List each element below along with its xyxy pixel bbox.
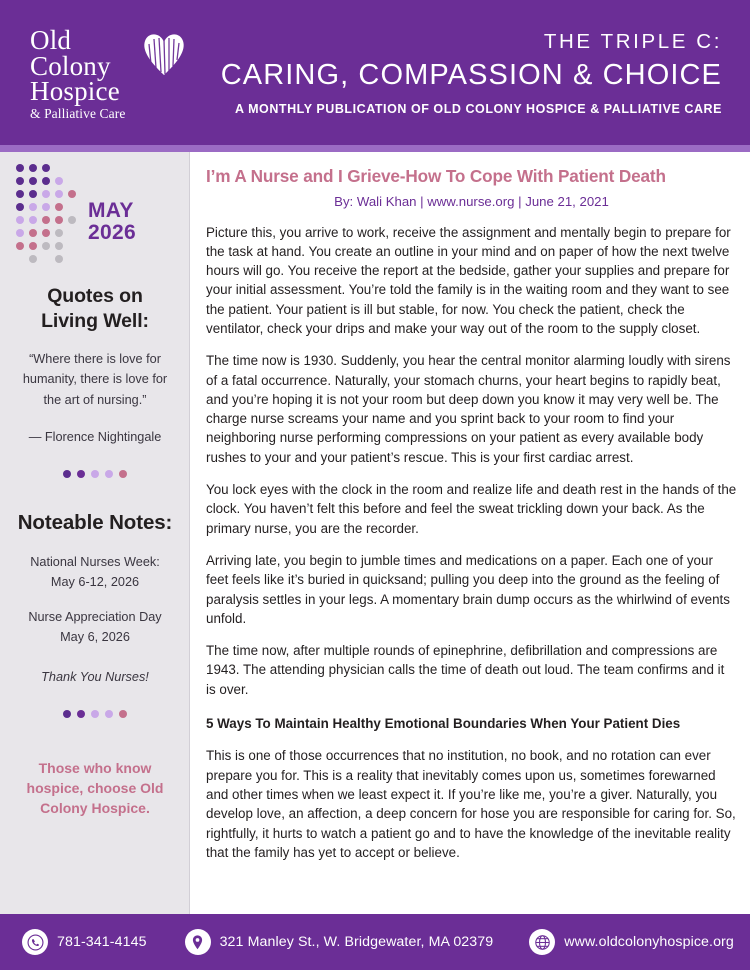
quote-text: “Where there is love for humanity, there is love for the art of nursing.” xyxy=(22,351,168,407)
note-item-1 xyxy=(30,553,160,592)
matrix-dot xyxy=(68,164,76,172)
divider-dot xyxy=(105,710,113,718)
article-paragraph: The time now, after multiple rounds of epinephrine, defibrillation and compressions are 1943. The attending physician calls the time of death out loud. The team confirms and it is over. xyxy=(206,643,725,697)
matrix-dot xyxy=(68,190,76,198)
issue-month: MAY xyxy=(88,198,134,222)
matrix-dot xyxy=(29,203,37,211)
quotes-heading-line-1: Quotes on xyxy=(47,285,143,307)
matrix-dot xyxy=(16,190,24,198)
footer xyxy=(0,914,750,970)
article-title: I’m A Nurse and I Grieve-How To Cope With Patient Death xyxy=(206,166,666,186)
matrix-dot xyxy=(16,203,24,211)
footer-website-text: www.oldcolonyhospice.org xyxy=(564,934,734,950)
dot-divider-top xyxy=(63,470,127,478)
note-item-2 xyxy=(28,608,161,647)
logo-wordmark xyxy=(30,24,125,122)
masthead-title: CARING, COMPASSION & CHOICE xyxy=(220,58,722,91)
header-accent-bar xyxy=(0,145,750,152)
organization-tagline: Those who know hospice, choose Old Colony Hospice. xyxy=(26,759,164,817)
article-paragraph: You lock eyes with the clock in the room and realize life and death rest in the hands of the clock. You haven’t felt this before and feel the sweat trickling down your back. As the primary nurse, you are the recorder. xyxy=(206,482,737,536)
divider-dot xyxy=(63,710,71,718)
note-1-line-2: May 6-12, 2026 xyxy=(50,574,140,589)
matrix-dot xyxy=(16,229,24,237)
masthead xyxy=(0,0,750,145)
matrix-dot xyxy=(29,216,37,224)
divider-dot xyxy=(77,470,85,478)
article-paragraph: Picture this, you arrive to work, receive the assignment and mentally begin to prepare for the task at hand. You create an outline in your mind and on paper of how the next twelve hours will go. You receive the report at the bedside, gather your supplies and prepare for your initial assessment. You’re told the family is in the waiting room and they want to see the patient. Your patient is ill but stable, for now. You check the patient, check the ventilator, check your drips and make your way out of the room to the supply closet. xyxy=(206,224,731,336)
footer-address-text: 321 Manley St., W. Bridgewater, MA 02379 xyxy=(219,934,494,950)
divider-dot xyxy=(77,710,85,718)
body-area xyxy=(0,152,750,914)
location-pin-icon xyxy=(185,929,211,955)
logo-line-4: & Palliative Care xyxy=(30,106,126,122)
phone-icon xyxy=(22,929,48,955)
divider-dot xyxy=(63,470,71,478)
note-1-line-1: National Nurses Week: xyxy=(30,555,160,570)
note-2-line-2: May 6, 2026 xyxy=(60,630,130,645)
matrix-dot xyxy=(29,177,37,185)
matrix-dot xyxy=(68,229,76,237)
matrix-dot xyxy=(68,216,76,224)
matrix-dot xyxy=(68,255,76,263)
matrix-dot xyxy=(29,255,37,263)
matrix-dot xyxy=(68,177,76,185)
heart-brushstroke-icon xyxy=(138,30,190,80)
matrix-dot xyxy=(16,255,24,263)
matrix-dot xyxy=(55,229,63,237)
matrix-dot xyxy=(29,190,37,198)
logo-line-1: Old xyxy=(30,24,72,55)
masthead-subtitle: A MONTHLY PUBLICATION OF OLD COLONY HOSPICE & PALLIATIVE CARE xyxy=(234,101,722,116)
divider-dot xyxy=(105,470,113,478)
divider-dot xyxy=(119,710,127,718)
matrix-dot xyxy=(16,177,24,185)
matrix-dot xyxy=(42,203,50,211)
divider-dot xyxy=(91,470,99,478)
globe-icon xyxy=(529,929,555,955)
matrix-dot xyxy=(16,216,24,224)
article-paragraph: Arriving late, you begin to jumble times and medications on a paper. Each one of your feet feels like it’s buried in quicksand; pulling you deep into the ground as the feeling of paralysis settles in your legs. A momentary brain dump occurs as the whirlwind of events unfold. xyxy=(206,552,730,626)
matrix-dot xyxy=(29,242,37,250)
matrix-dot xyxy=(68,203,76,211)
matrix-dot xyxy=(29,164,37,172)
matrix-dot xyxy=(42,164,50,172)
organization-logo xyxy=(30,24,200,122)
article-paragraph: The time now is 1930. Suddenly, you hear the central monitor alarming loudly with sirens of a fatal occurrence. Naturally, your stomach churns, your heart begins to rapidly beat, and you’re hoping it is not your room but deep down you know it may very well be. The charge nurse screams your name and you sprint back to your room to find your neighboring nurse performing compressions on your patient as every available body rushes to your and your patient’s rescue. This is your first cardiac arrest. xyxy=(206,353,731,465)
footer-phone-text: 781-341-4145 xyxy=(57,934,147,950)
matrix-dot xyxy=(55,190,63,198)
matrix-dot xyxy=(55,203,63,211)
logo-line-3: Hospice xyxy=(30,76,120,107)
article-byline: By: Wali Khan | www.nurse.org | June 21, 2021 xyxy=(334,193,609,209)
matrix-dot xyxy=(55,255,63,263)
logo-line-2: Colony xyxy=(30,50,111,81)
matrix-dot xyxy=(42,190,50,198)
matrix-dot xyxy=(42,216,50,224)
divider-dot xyxy=(119,470,127,478)
issue-date-block xyxy=(12,164,178,266)
matrix-dot xyxy=(42,242,50,250)
quote-attribution: — Florence Nightingale xyxy=(28,430,162,445)
footer-website[interactable] xyxy=(529,929,734,955)
footer-address[interactable] xyxy=(185,929,494,955)
matrix-dot xyxy=(55,216,63,224)
issue-year: 2026 xyxy=(88,221,136,244)
matrix-dot xyxy=(55,177,63,185)
matrix-dot xyxy=(68,242,76,250)
article-closing-paragraph: This is one of those occurrences that no institution, no book, and no rotation can ever prepare you for. This is a reality that inevitably comes upon us, sometimes forewarned and other times when we least expect it. If you’re like me, you’re a giver. Naturally, you develop love, an affection, a deep concern for hose you are responsible for caring for. So, rightfully, it hurts to watch a patient go and to have the knowledge of the inevitable reality that the family has yet to accept or believe. xyxy=(206,748,736,860)
masthead-kicker: THE TRIPLE C: xyxy=(543,30,722,54)
thank-you-nurses-text: Thank You Nurses! xyxy=(41,669,149,684)
sidebar xyxy=(0,152,190,914)
dot-divider-bottom xyxy=(63,710,127,718)
note-2-line-1: Nurse Appreciation Day xyxy=(28,610,162,625)
matrix-dot xyxy=(16,242,24,250)
matrix-dot xyxy=(42,229,50,237)
quotes-heading-line-2: Living Well: xyxy=(41,310,149,333)
matrix-dot xyxy=(16,164,24,172)
matrix-dot xyxy=(29,229,37,237)
noteable-notes-heading: Noteable Notes: xyxy=(17,511,173,535)
article-subheading: 5 Ways To Maintain Healthy Emotional Boundaries When Your Patient Dies xyxy=(206,716,681,732)
matrix-dot xyxy=(42,177,50,185)
quotes-heading xyxy=(41,284,149,335)
article xyxy=(190,152,750,914)
issue-month-year xyxy=(88,200,136,244)
matrix-dot xyxy=(55,242,63,250)
divider-dot xyxy=(91,710,99,718)
footer-phone[interactable] xyxy=(22,929,147,955)
matrix-dot xyxy=(42,255,50,263)
masthead-titles xyxy=(200,29,732,115)
dot-matrix-graphic xyxy=(16,164,81,266)
matrix-dot xyxy=(55,164,63,172)
